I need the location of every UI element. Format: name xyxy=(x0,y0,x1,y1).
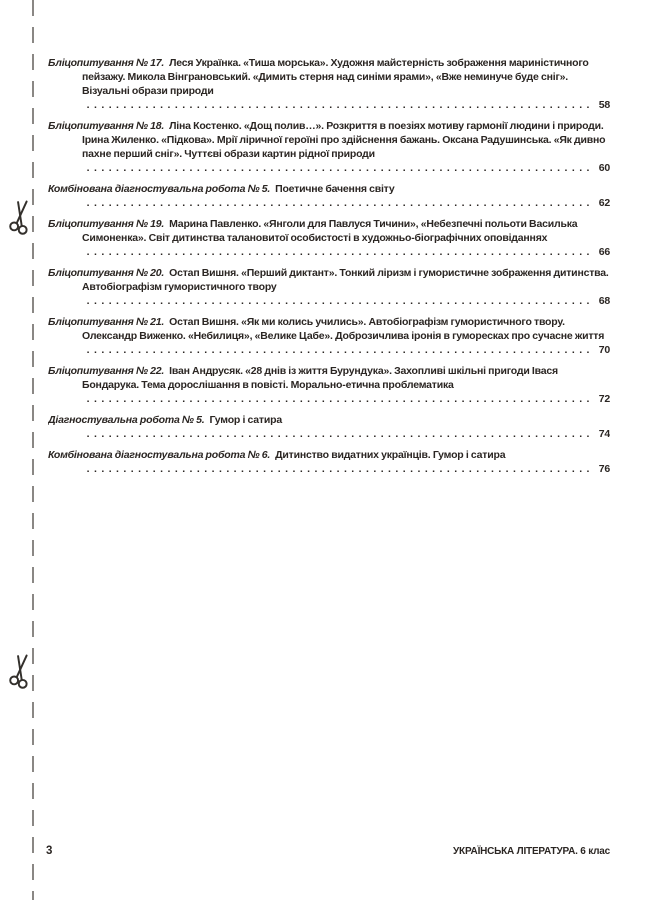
toc-entry-page: 76 xyxy=(592,462,610,476)
dot-leader xyxy=(82,428,610,440)
toc-entry xyxy=(48,119,610,175)
running-title: УКРАЇНСЬКА ЛІТЕРАТУРА. 6 клас xyxy=(453,846,610,857)
toc-entry-label: Комбінована діагностувальна робота № 5. xyxy=(48,183,271,195)
toc-entry-text: Ліна Костенко. «Дощ полив…». Розкриття в поезіях мотиву гармонії людини і природи. Ірина Жиленко. «Підкова». Мрії ліричної героїні про здійснення бажань. Оксана Радушинська. «Як дивно пахне перший сніг». Чуттєві образи картин рідної природи xyxy=(82,120,606,160)
scissors-icon xyxy=(7,196,37,236)
toc-entry-page: 68 xyxy=(592,294,610,308)
toc-entry-text: Іван Андрусяк. «28 днів із життя Бурундука». Захопливі шкільні пригоди Івася Бондарука. Тема дорослішання в повісті. Морально-етична проблематика xyxy=(82,365,558,391)
toc-entry-page: 58 xyxy=(592,98,610,112)
dot-leader xyxy=(82,197,610,209)
toc-entry-label: Бліцопитування № 20. xyxy=(48,267,165,279)
toc-entry-text: Остап Вишня. «Як ми колись учились». Автобіографізм гумористичного твору. Олександр Виженко. «Небилиця», «Велике Цабе». Доброзичлива іронія в гуморесках про сучасне життя xyxy=(82,316,605,342)
toc-entry-text: Дитинство видатних українців. Гумор і сатира xyxy=(275,449,506,461)
toc-entry-page: 60 xyxy=(592,161,610,175)
toc-entry xyxy=(48,56,610,112)
toc-entry-page: 70 xyxy=(592,343,610,357)
dot-leader xyxy=(82,295,610,307)
toc-entry xyxy=(48,217,610,259)
toc-entry xyxy=(48,448,610,476)
dot-leader xyxy=(82,463,610,475)
folio-page-number: 3 xyxy=(46,845,53,857)
toc-entry xyxy=(48,182,610,210)
dot-leader xyxy=(82,246,610,258)
toc-entry-page: 74 xyxy=(592,427,610,441)
dot-leader xyxy=(82,344,610,356)
toc-entry xyxy=(48,315,610,357)
toc-entry-page: 66 xyxy=(592,245,610,259)
toc-entry xyxy=(48,266,610,308)
toc-entry-text: Леся Українка. «Тиша морська». Художня майстерність зображення мариністичного пейзажу. Микола Вінграновський. «Димить стерня над синіми ярами», «Вже неминуче буде сніг». Візуальні образи природи xyxy=(82,57,589,97)
toc-entry xyxy=(48,364,610,406)
toc-entry-text: Остап Вишня. «Перший диктант». Тонкий ліризм і гумористичне зображення дитинства. Автобіографізм гумористичного твору xyxy=(82,267,609,293)
toc-entry-label: Діагностувальна робота № 5. xyxy=(48,414,205,426)
toc-entry-page: 72 xyxy=(592,392,610,406)
toc-entry-page: 62 xyxy=(592,196,610,210)
toc-entry-label: Комбінована діагностувальна робота № 6. xyxy=(48,449,271,461)
dot-leader xyxy=(82,162,610,174)
toc-list xyxy=(48,56,610,483)
toc-entry xyxy=(48,413,610,441)
toc-entry-label: Бліцопитування № 21. xyxy=(48,316,165,328)
dot-leader xyxy=(82,393,610,405)
toc-entry-label: Бліцопитування № 18. xyxy=(48,120,165,132)
toc-entry-label: Бліцопитування № 19. xyxy=(48,218,165,230)
scissors-icon xyxy=(7,650,37,690)
toc-entry-text: Поетичне бачення світу xyxy=(275,183,395,195)
toc-entry-text: Марина Павленко. «Янголи для Павлуся Тичини», «Небезпечні польоти Василька Симоненка». Світ дитинства талановитої особистості в художньо-біографічних оповіданнях xyxy=(82,218,578,244)
toc-entry-label: Бліцопитування № 17. xyxy=(48,57,165,69)
toc-entry-label: Бліцопитування № 22. xyxy=(48,365,165,377)
dot-leader xyxy=(82,99,610,111)
page-footer xyxy=(46,845,610,857)
toc-entry-text: Гумор і сатира xyxy=(209,414,282,426)
